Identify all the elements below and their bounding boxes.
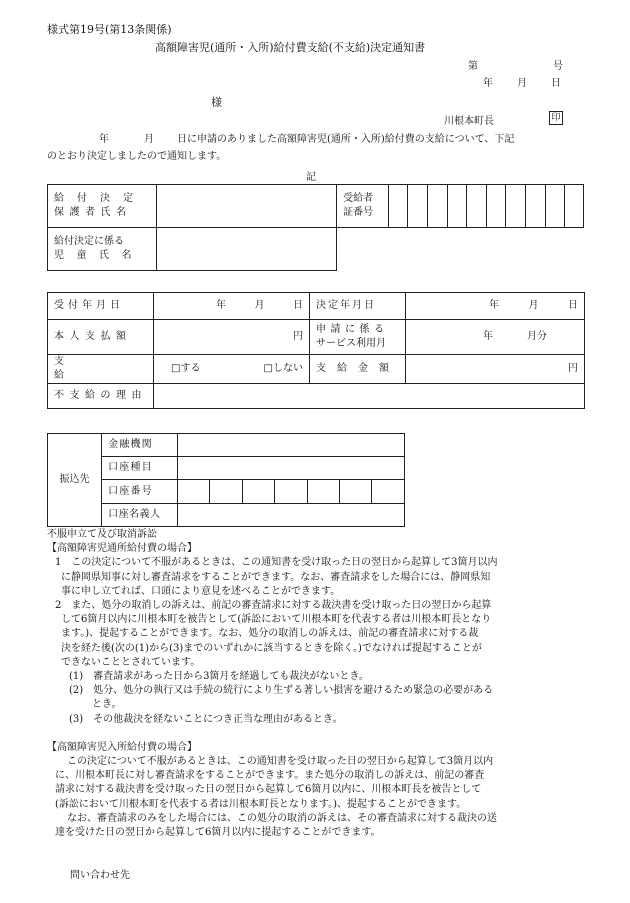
s1-sub-line: (1) 審査請求があった日から3箇月を経過しても裁決がないとき。 — [69, 671, 370, 683]
child-label-cell — [48, 228, 157, 271]
recipient-no-digit[interactable] — [467, 185, 487, 228]
account-number-label: 口座番号 — [102, 480, 178, 504]
s1-item1-line: 1 この決定について不服があるときは、この通知書を受け取った日の翌日から起算して3箇月以内 — [55, 557, 498, 569]
appeal-heading: 不服申立て及び取消訴訟 — [47, 529, 157, 540]
blank-area — [337, 228, 584, 271]
received-date-label: 受付年月日 — [48, 293, 154, 320]
transfer-table — [47, 433, 405, 527]
number-prefix: 第 — [468, 61, 478, 72]
service-month: 月分 — [527, 331, 547, 342]
section1-heading: 【高額障害児通所給付費の場合】 — [47, 543, 197, 555]
recipient-no-digit[interactable] — [506, 185, 526, 228]
s1-item1-line: に静岡県知事に対し審査請求をすることができます。なお、審査請求をした場合には、静岡県知 — [61, 571, 491, 583]
s1-item1-line: 事に申し立てれば、口頭により意見を述べることができます。 — [61, 585, 341, 597]
decision-year: 年 — [489, 300, 499, 311]
payment-no-checkbox[interactable]: □しない — [263, 363, 303, 374]
reason-label: 不支給の理由 — [48, 384, 154, 409]
page-title: 高額障害児(通所・入所)給付費支給(不支給)決定通知書 — [155, 41, 426, 54]
payment-options — [154, 355, 310, 384]
bank-field[interactable] — [177, 434, 404, 457]
s2-line: 達を受けた日の翌日から起算して6箇月以内に提起することができます。 — [55, 827, 381, 839]
appeal-section — [47, 528, 587, 840]
guardian-name-field[interactable] — [157, 185, 337, 228]
self-pay-label: 本人支払額 — [48, 320, 154, 355]
service-month-field[interactable] — [406, 320, 585, 355]
recipient-no-label-2: 証番号 — [343, 207, 374, 218]
recipient-table — [47, 184, 584, 271]
form-number: 様式第19号(第13条関係) — [47, 23, 172, 36]
intro-year: 年 — [99, 134, 109, 145]
ki-mark: 記 — [306, 172, 316, 183]
guardian-label-cell — [48, 185, 157, 228]
s2-line: に、川根本町長に対し審査請求をすることができます。また処分の取消しの訴えは、前記の審査 — [55, 770, 485, 782]
intro-line1: 日に申請のありました高額障害児(通所・入所)給付費の支給について、下記 — [177, 134, 515, 145]
intro-month: 月 — [144, 134, 154, 145]
payment-yes-checkbox[interactable]: □する — [171, 363, 201, 374]
guardian-label-2: 保護者氏名 — [54, 207, 132, 218]
recipient-no-digit[interactable] — [565, 185, 584, 228]
inquiry-label: 問い合わせ先 — [70, 870, 130, 881]
self-pay-yen: 円 — [293, 331, 303, 342]
s1-sub-line: (2) 処分、処分の執行又は手続の続行により生ずる著しい損害を避けるため緊急の必要がある — [69, 685, 494, 697]
s2-line: この決定について不服があるときは、この通知書を受け取った日の翌日から起算して3箇月以内 — [67, 756, 494, 768]
account-type-field[interactable] — [177, 457, 404, 480]
recipient-no-label — [337, 185, 389, 228]
recipient-suffix: 様 — [211, 96, 222, 109]
payment-label: 支給 — [48, 355, 154, 384]
account-digit[interactable] — [210, 480, 242, 504]
payment-amount-yen: 円 — [568, 363, 578, 374]
seal-mark — [549, 111, 563, 125]
recipient-no-digit[interactable] — [526, 185, 546, 228]
service-month-label-2: サービス利用月 — [316, 338, 386, 349]
account-holder-field[interactable] — [177, 504, 404, 527]
child-label-2: 児童氏名 — [54, 250, 144, 261]
decision-date-field[interactable] — [406, 293, 585, 320]
decision-date-label: 決定年月日 — [310, 293, 406, 320]
issuer: 川根本町長 — [444, 116, 494, 127]
intro-line2: のとおり決定しましたので通知します。 — [47, 151, 227, 162]
account-digit[interactable] — [177, 480, 209, 504]
date-month: 月 — [517, 78, 527, 89]
service-year: 年 — [483, 331, 493, 342]
payment-amount-field[interactable] — [406, 355, 585, 384]
s1-item2-line: できないこととされています。 — [61, 656, 201, 668]
recipient-no-digit[interactable] — [486, 185, 506, 228]
s1-sub-line: (3) その他裁決を経ないことにつき正当な理由があるとき。 — [69, 713, 343, 725]
s2-line: (訴訟において川根本町を代表する者は川根本町長となります。)、提起することができます。 — [55, 798, 467, 810]
received-day: 日 — [293, 300, 303, 311]
account-digit[interactable] — [275, 480, 307, 504]
s1-item2-line: ます。)、提起することができます。なお、処分の取消しの訴えは、前記の審査請求に対する裁 — [61, 628, 479, 640]
s2-line: なお、審査請求のみをした場合には、この処分の取消の訴えは、その審査請求に対する裁決の送 — [67, 812, 497, 824]
seal-text: 印 — [549, 111, 563, 125]
recipient-no-label-1: 受給者 — [343, 193, 374, 204]
recipient-no-digit[interactable] — [428, 185, 448, 228]
section2-heading: 【高額障害児入所給付費の場合】 — [47, 741, 197, 753]
decision-table — [47, 292, 585, 409]
recipient-no-digit[interactable] — [408, 185, 428, 228]
s1-sub-line: とき。 — [92, 699, 122, 711]
s2-line: 請求に対する裁決書を受け取った日の翌日から起算して6箇月以内に、川根本町長を被告として — [55, 784, 482, 796]
recipient-no-digit[interactable] — [545, 185, 565, 228]
account-holder-label: 口座名義人 — [102, 504, 178, 527]
s1-item2-line: 決を経た後(次の(1)から(3)までのいずれかに該当するときを除く。)でなければ提起することが — [61, 642, 482, 654]
decision-day: 日 — [568, 300, 578, 311]
payment-amount-label: 支給金額 — [310, 355, 406, 384]
service-month-label-1: 申請に係る — [316, 324, 389, 335]
date-day: 日 — [551, 78, 561, 89]
decision-month: 月 — [528, 300, 539, 311]
service-month-label — [310, 320, 406, 355]
reason-field[interactable] — [154, 384, 585, 409]
s1-item2-line: 2 また、処分の取消しの訴えは、前記の審査請求に対する裁決書を受け取った日の翌日から起算 — [55, 600, 492, 612]
received-month: 月 — [254, 300, 265, 311]
date-year: 年 — [483, 78, 493, 89]
account-digit[interactable] — [372, 480, 405, 504]
guardian-label-1: 給付決定 — [54, 193, 146, 204]
child-name-field[interactable] — [157, 228, 337, 271]
s1-item2-line: して6箇月以内に川根本町を被告として(訴訟において川根本町を代表する者は川根本町長となり — [61, 614, 492, 626]
account-type-label: 口座種目 — [102, 457, 178, 480]
self-pay-field[interactable] — [154, 320, 310, 355]
transfer-label: 振込先 — [48, 434, 102, 527]
account-digit[interactable] — [307, 480, 339, 504]
account-digit[interactable] — [242, 480, 274, 504]
recipient-no-digit[interactable] — [447, 185, 467, 228]
recipient-no-digit[interactable] — [388, 185, 408, 228]
account-digit[interactable] — [339, 480, 371, 504]
child-label-1: 給付決定に係る — [54, 236, 124, 247]
received-date-field[interactable] — [154, 293, 310, 320]
number-suffix: 号 — [553, 61, 563, 72]
received-year: 年 — [216, 300, 226, 311]
bank-label: 金融機関 — [102, 434, 178, 457]
